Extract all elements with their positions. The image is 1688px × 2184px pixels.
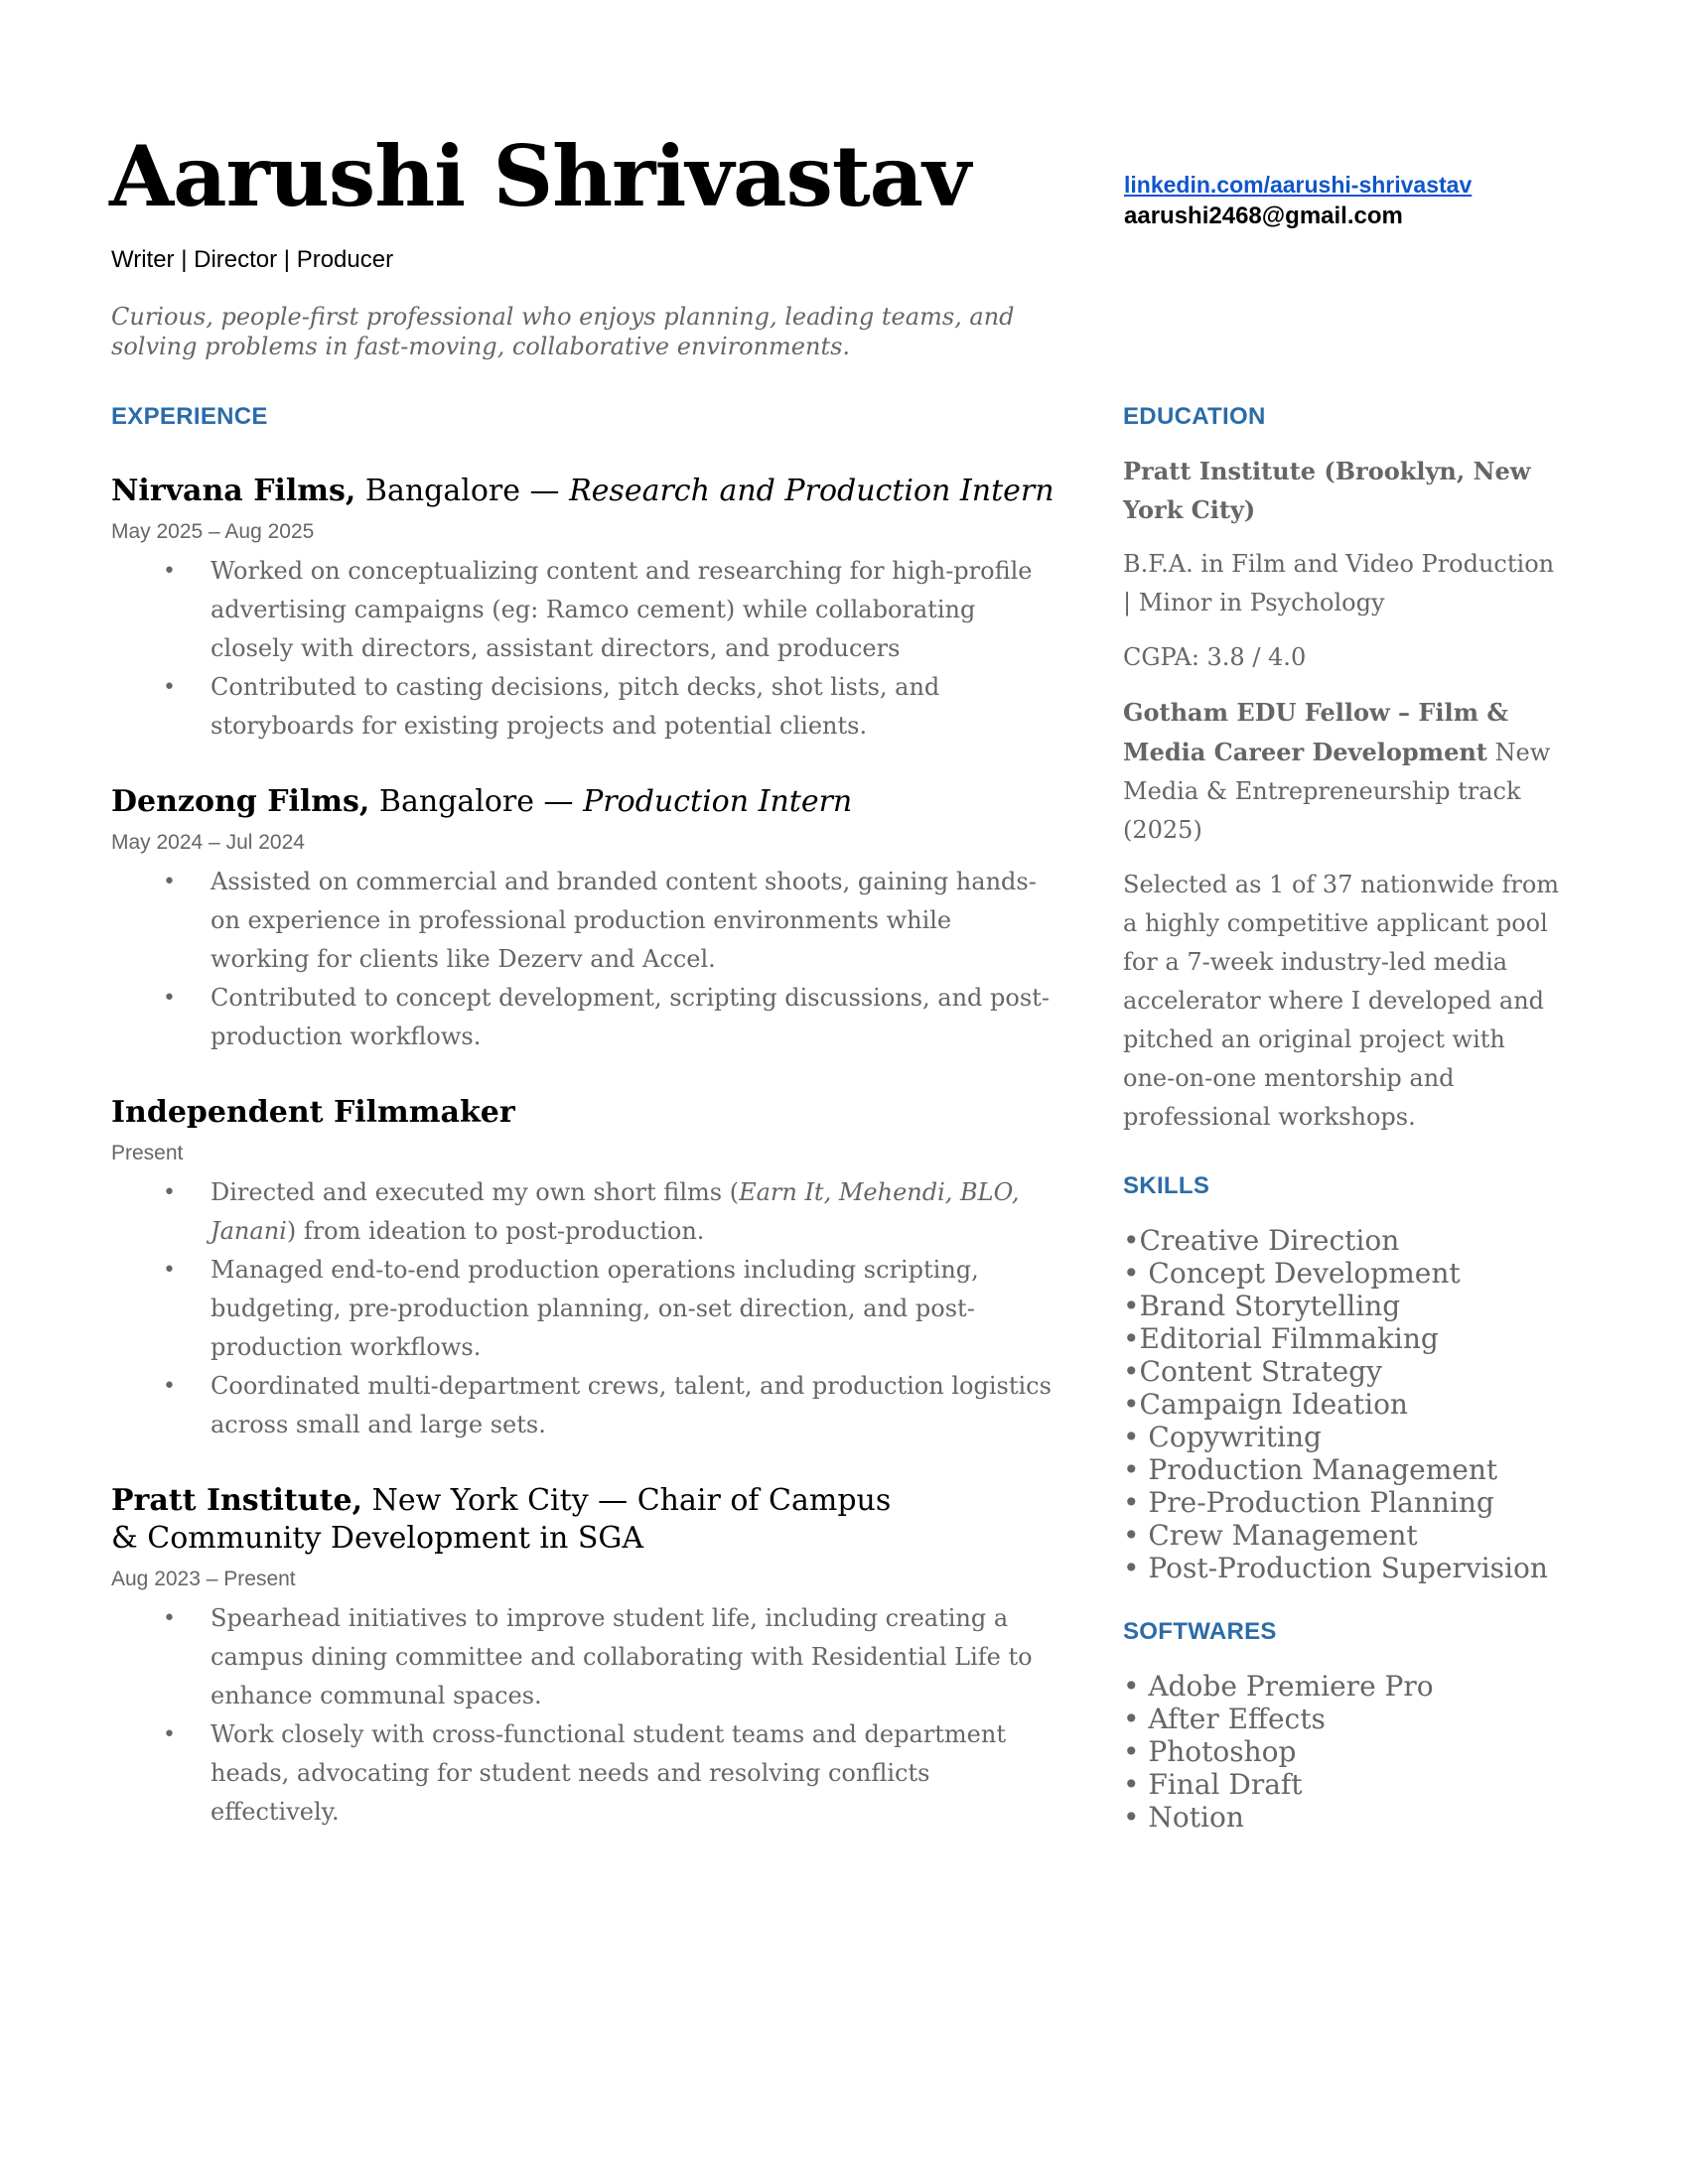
software-item: • After Effects — [1123, 1703, 1326, 1735]
fellowship-title: Gotham EDU Fellow – Film & Media Career Development — [1123, 698, 1509, 766]
experience-heading: EXPERIENCE — [111, 403, 268, 430]
summary: Curious, people-first professional who enjoys planning, leading teams, and solving problems in fast-moving, collaborative environments. — [111, 303, 1015, 360]
school-name: Pratt Institute (Brooklyn, New York City) — [1123, 457, 1531, 524]
job-entry — [111, 783, 1055, 1056]
skill-item: •Brand Storytelling — [1123, 1290, 1401, 1322]
job-org: Denzong Films, — [111, 784, 370, 819]
fellowship — [1123, 693, 1560, 850]
software-item: • Photoshop — [1123, 1735, 1297, 1768]
software-item: • Final Draft — [1123, 1768, 1303, 1801]
skill-item: •Content Strategy — [1123, 1355, 1382, 1388]
job-bullets — [111, 1173, 1055, 1444]
software-item: • Adobe Premiere Pro — [1123, 1670, 1434, 1703]
softwares-heading: SOFTWARES — [1123, 1618, 1277, 1645]
job-org: Independent Filmmaker — [111, 1095, 515, 1130]
skill-item: • Crew Management — [1123, 1519, 1418, 1552]
skill-item: • Pre-Production Planning — [1123, 1486, 1494, 1519]
skill-item: •Editorial Filmmaking — [1123, 1322, 1439, 1355]
softwares-list — [1123, 1670, 1560, 1834]
skills-list — [1123, 1224, 1560, 1584]
bullet-item: • Contributed to casting decisions, pitch decks, shot lists, and storyboards for existing projects and potential clients. — [211, 668, 1055, 746]
job-entry — [111, 473, 1055, 746]
bullet-item: • Worked on conceptualizing content and researching for high-profile advertising campaigns (eg: Ramco cement) while collaborating closely with directors, assistant directors, and producers — [211, 552, 1055, 668]
job-dates: Aug 2023 – Present — [111, 1568, 296, 1590]
job-location: Bangalore — — [378, 784, 574, 819]
software-item: • Notion — [1123, 1801, 1244, 1834]
job-bullets — [111, 1599, 1055, 1832]
skill-item: •Creative Direction — [1123, 1224, 1400, 1257]
fellowship-description: Selected as 1 of 37 nationwide from a highly competitive applicant pool for a 7-week industry-led media accelerator where I developed and pitched an original project with one-on-one mentorship and professional workshops. — [1123, 871, 1560, 1131]
job-dates: May 2025 – Aug 2025 — [111, 520, 315, 543]
fellowship-track: New Media & Entrepreneurship track (2025) — [1123, 739, 1551, 844]
job-bullets — [111, 552, 1055, 746]
film-titles: Earn It, Mehendi, BLO, Janani — [211, 1178, 1020, 1245]
skill-item: • Production Management — [1123, 1453, 1498, 1486]
candidate-name: Aarushi Shrivastav — [109, 127, 970, 225]
sidebar-column — [1123, 452, 1560, 1834]
bullet-item — [211, 1173, 1055, 1251]
job-entry — [111, 1482, 1055, 1832]
bullet-text: ) from ideation to post-production. — [286, 1217, 705, 1245]
skill-item: • Copywriting — [1123, 1421, 1322, 1453]
bullet-text: Directed and executed my own short films ( — [211, 1178, 740, 1206]
job-location: New York City — Chair of Campus & Community Development in SGA — [111, 1483, 892, 1556]
job-entry — [111, 1094, 1055, 1444]
skills-heading: SKILLS — [1123, 1172, 1210, 1199]
job-title — [111, 473, 1055, 510]
job-title — [111, 783, 1055, 821]
job-dates: Present — [111, 1142, 184, 1164]
bullet-item: • Coordinated multi-department crews, talent, and production logistics across small and large sets. — [211, 1367, 1055, 1444]
job-dates: May 2024 – Jul 2024 — [111, 831, 305, 854]
job-org: Pratt Institute, — [111, 1483, 363, 1518]
job-org: Nirvana Films, — [111, 474, 356, 508]
skill-item: • Concept Development — [1123, 1257, 1461, 1290]
job-role: Production Intern — [583, 784, 853, 819]
job-title — [111, 1094, 1055, 1132]
bullet-item: • Managed end-to-end production operations including scripting, budgeting, pre-production planning, on-set direction, and post-production workflows. — [211, 1251, 1055, 1367]
email-address: aarushi2468@gmail.com — [1124, 203, 1403, 229]
tagline: Writer | Director | Producer — [111, 246, 394, 273]
bullet-item: • Contributed to concept development, scripting discussions, and post-production workflows. — [211, 979, 1055, 1056]
bullet-item: • Assisted on commercial and branded content shoots, gaining hands-on experience in professional production environments while working for clients like Dezerv and Accel. — [211, 863, 1055, 979]
skill-item: • Post-Production Supervision — [1123, 1552, 1548, 1584]
job-location: Bangalore — — [364, 474, 560, 508]
education-section — [1123, 452, 1560, 1137]
cgpa: CGPA: 3.8 / 4.0 — [1123, 643, 1307, 671]
job-role: Research and Production Intern — [569, 474, 1055, 508]
bullet-item: • Spearhead initiatives to improve student life, including creating a campus dining committee and collaborating with Residential Life to enhance communal spaces. — [211, 1599, 1055, 1715]
linkedin-link[interactable]: linkedin.com/aarushi-shrivastav — [1124, 172, 1473, 198]
bullet-item: • Work closely with cross-functional student teams and department heads, advocating for student needs and resolving conflicts effectively. — [211, 1715, 1055, 1832]
contact-block — [1124, 169, 1472, 232]
experience-section — [111, 473, 1055, 1869]
job-bullets — [111, 863, 1055, 1056]
job-title — [111, 1482, 925, 1558]
education-heading: EDUCATION — [1123, 403, 1266, 430]
skill-item: •Campaign Ideation — [1123, 1388, 1408, 1421]
degree: B.F.A. in Film and Video Production | Minor in Psychology — [1123, 550, 1555, 616]
